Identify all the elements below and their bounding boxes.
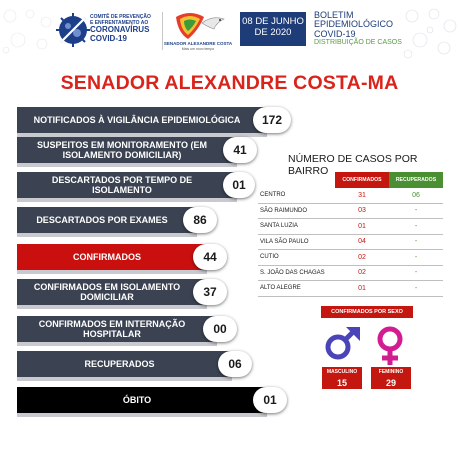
- confirmed-count: 01: [335, 281, 389, 297]
- city-slogan: Mais um novo tempo: [181, 47, 215, 51]
- confirmed-count: 01: [335, 219, 389, 235]
- sex-section-title: CONFIRMADOS POR SEXO: [321, 306, 413, 318]
- table-row: [258, 219, 443, 235]
- stat-value-badge: 37: [193, 279, 227, 305]
- date-line-2: DE 2020: [254, 26, 292, 38]
- neighborhood-table-header: [258, 172, 443, 188]
- stat-bar-label: ÓBITO: [17, 387, 267, 413]
- stat-bar-shadow: [17, 270, 207, 274]
- recovered-count: -: [389, 265, 443, 281]
- stat-bar-shadow: [17, 413, 267, 417]
- stat-bar-shadow: [17, 342, 217, 346]
- city-flag-dove-icon: [168, 9, 228, 45]
- committee-line-3: CORONAVÍRUS: [90, 25, 150, 34]
- neighborhood-table: [258, 172, 443, 297]
- neighborhood-name: SANTA LUZIA: [258, 219, 335, 235]
- header-pattern-left: [0, 6, 56, 56]
- stat-bar-shadow: [17, 305, 207, 309]
- confirmed-count: 02: [335, 265, 389, 281]
- stat-bar-label: DESCARTADOS POR TEMPO DE ISOLAMENTO: [17, 172, 237, 198]
- stat-value-badge: 06: [218, 351, 252, 377]
- table-row: [258, 265, 443, 281]
- bulletin-line-4: DISTRIBUIÇÃO DE CASOS: [314, 39, 402, 47]
- header-pattern-right: [400, 4, 459, 60]
- committee-text: [90, 15, 160, 44]
- stat-value-badge: 00: [203, 316, 237, 342]
- table-row: [258, 250, 443, 266]
- confirmed-count: 31: [335, 188, 389, 204]
- stat-value-badge: 01: [223, 172, 255, 198]
- stat-bar-label: CONFIRMADOS: [17, 244, 207, 270]
- bulletin-line-3: COVID-19: [314, 28, 356, 39]
- recovered-count: -: [389, 219, 443, 235]
- coronavirus-icon: [56, 13, 90, 47]
- recovered-count: 06: [389, 188, 443, 204]
- city-name: SENADOR ALEXANDRE COSTA: [163, 41, 233, 46]
- confirmed-count: 03: [335, 203, 389, 219]
- stat-value-badge: 44: [193, 244, 227, 270]
- stat-bar-label: RECUPERADOS: [17, 351, 232, 377]
- neighborhood-name: ALTO ALEGRE: [258, 281, 335, 297]
- neighborhood-header-blank: [258, 172, 335, 188]
- neighborhood-name: SÃO RAIMUNDO: [258, 203, 335, 219]
- recovered-count: -: [389, 281, 443, 297]
- stat-bar-label: DESCARTADOS POR EXAMES: [17, 207, 197, 233]
- date-line-1: 08 DE JUNHO: [242, 16, 304, 27]
- header: [0, 0, 459, 62]
- stat-value-badge: 41: [223, 137, 257, 163]
- stat-bar-label: CONFIRMADOS EM INTERNAÇÃO HOSPITALAR: [17, 316, 217, 342]
- bulletin-line-2: EPIDEMIOLÓGICO: [314, 19, 394, 30]
- stat-bar-shadow: [17, 377, 232, 381]
- bulletin-line-1: BOLETIM: [314, 10, 354, 20]
- recovered-count: -: [389, 250, 443, 266]
- stat-bar-shadow: [17, 163, 237, 167]
- table-row: [258, 203, 443, 219]
- stat-bar-label: CONFIRMADOS EM ISOLAMENTO DOMICILIAR: [17, 279, 207, 305]
- male-label: MASCULINO: [322, 367, 362, 377]
- male-value: 15: [322, 377, 362, 389]
- male-symbol-icon: [322, 325, 362, 365]
- female-symbol-icon: [370, 325, 410, 367]
- neighborhood-name: CENTRO: [258, 188, 335, 204]
- female-value: 29: [371, 377, 411, 389]
- stat-bar-label: NOTIFICADOS À VIGILÂNCIA EPIDEMIOLÓGICA: [17, 107, 267, 133]
- bulletin-title: [314, 11, 402, 47]
- date-box: [240, 12, 306, 46]
- table-row: [258, 281, 443, 297]
- neighborhood-table-title: NÚMERO DE CASOS POR BAIRRO: [288, 153, 418, 177]
- female-label: FEMININO: [371, 367, 411, 377]
- stat-bar-label: SUSPEITOS EM MONITORAMENTO (EM ISOLAMENTO DOMICILIAR): [17, 137, 237, 163]
- page-title: SENADOR ALEXANDRE COSTA-MA: [60, 72, 399, 94]
- recovered-count: -: [389, 234, 443, 250]
- recovered-count: -: [389, 203, 443, 219]
- confirmed-count: 02: [335, 250, 389, 266]
- committee-line-1: COMITÊ DE PREVENÇÃO: [90, 14, 151, 20]
- committee-line-2: E ENFRENTAMENTO AO: [90, 19, 149, 26]
- stat-value-badge: 01: [253, 387, 287, 413]
- table-row: [258, 188, 443, 204]
- confirmed-count: 04: [335, 234, 389, 250]
- stat-value-badge: 86: [183, 207, 217, 233]
- column-header-recovered: RECUPERADOS: [389, 172, 443, 188]
- stat-value-badge: 172: [253, 107, 291, 133]
- neighborhood-name: CUTIO: [258, 250, 335, 266]
- neighborhood-name: S. JOÃO DAS CHAGAS: [258, 265, 335, 281]
- stat-bar-shadow: [17, 198, 237, 202]
- stat-bar-shadow: [17, 233, 197, 237]
- column-header-confirmed: CONFIRMADOS: [335, 172, 389, 188]
- table-row: [258, 234, 443, 250]
- committee-line-4: COVID-19: [90, 33, 127, 43]
- neighborhood-name: VILA SÃO PAULO: [258, 234, 335, 250]
